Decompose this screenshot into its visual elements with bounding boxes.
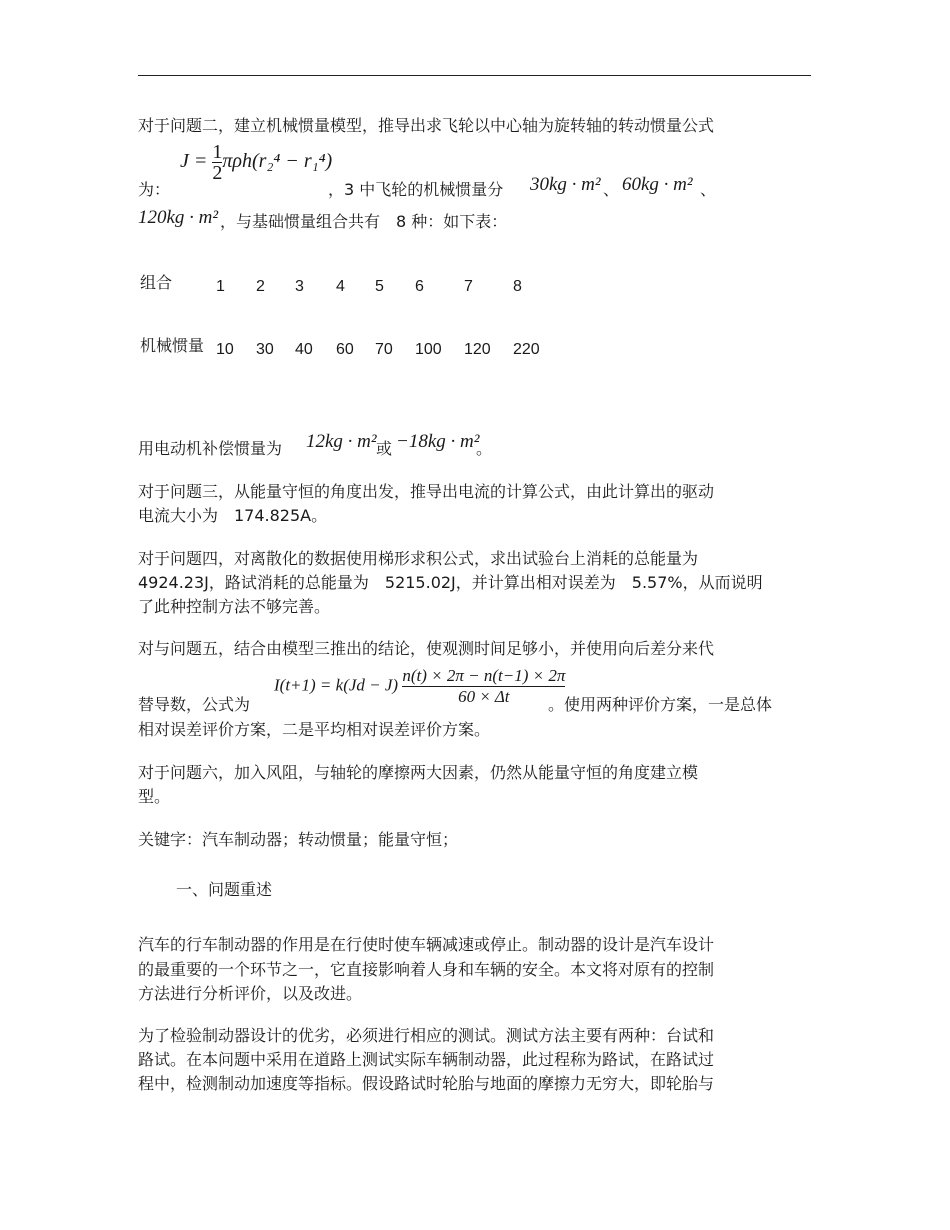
- table-cell: 10: [216, 341, 234, 358]
- paragraph-line: 4924.23J，路试消耗的总能量为 5215.02J，并计算出相对误差为 5.57%，从而说明: [138, 573, 763, 592]
- moment-of-inertia-formula: [180, 142, 332, 183]
- table-cell: 70: [375, 341, 393, 358]
- header-rule: [138, 75, 811, 76]
- table-row-label: 组合: [140, 275, 173, 292]
- table-cell: 4: [336, 278, 345, 295]
- formula-lhs: J =: [180, 150, 213, 173]
- paragraph-line: 为了检验制动器设计的优劣，必须进行相应的测试。测试方法主要有两种：台试和: [138, 1026, 715, 1045]
- paragraph-line: 相对误差评价方案，二是平均相对误差评价方案。: [138, 720, 491, 739]
- table-cell: 5: [375, 278, 384, 295]
- table-cell: 40: [295, 341, 313, 358]
- paragraph-line: 对于问题三，从能量守恒的角度出发，推导出电流的计算公式，由此计算出的驱动: [138, 482, 715, 501]
- table-cell: 2: [256, 278, 265, 295]
- table-cell: 100: [415, 341, 442, 358]
- paragraph-line: 的最重要的一个环节之一，它直接影响着人身和车辆的安全。本文将对原有的控制: [138, 960, 715, 979]
- compensation-value: −18kg · m²: [396, 431, 480, 452]
- compensation-value: 12kg · m²: [306, 431, 377, 452]
- table-cell: 6: [415, 278, 424, 295]
- paragraph-line: 型。: [138, 787, 171, 806]
- paragraph-line: 程中，检测制动加速度等指标。假设路试时轮胎与地面的摩擦力无穷大，即轮胎与: [138, 1074, 715, 1093]
- table-row-label: 机械惯量: [140, 338, 205, 355]
- paragraph-text: ，与基础惯量组合共有 8 种：如下表：: [220, 212, 508, 231]
- inertia-value: 60kg · m²: [622, 174, 693, 195]
- paragraph-text: 或: [376, 439, 393, 458]
- paragraph-line: 汽车的行车制动器的作用是在行使时使车辆减速或停止。制动器的设计是汽车设计: [138, 935, 715, 954]
- paragraph-line: 对于问题四，对离散化的数据使用梯形求积公式，求出试验台上消耗的总能量为: [138, 549, 699, 568]
- section-title: 一、问题重述: [176, 880, 273, 899]
- inertia-value: 120kg · m²: [138, 207, 219, 228]
- current-formula: [274, 666, 565, 707]
- paragraph-text: 用电动机补偿惯量为: [138, 439, 283, 458]
- separator: 、: [603, 180, 620, 199]
- table-cell: 1: [216, 278, 225, 295]
- table-cell: 30: [256, 341, 274, 358]
- paragraph-line: 对于问题六，加入风阻，与轴轮的摩擦两大因素，仍然从能量守恒的角度建立模: [138, 763, 699, 782]
- paragraph-line: 方法进行分析评价，以及改进。: [138, 984, 363, 1003]
- formula-body: πρh(r₂⁴ − r₁⁴): [222, 150, 333, 173]
- formula-lhs: I(t+1) = k(Jd − J): [274, 675, 399, 695]
- paragraph-text: 为：: [138, 180, 171, 199]
- table-cell: 3: [295, 278, 304, 295]
- table-cell: 220: [513, 341, 540, 358]
- paragraph-text: ，3 中飞轮的机械惯量分: [328, 180, 504, 199]
- paragraph-line: 对于问题二，建立机械惯量模型，推导出求飞轮以中心轴为旋转轴的转动惯量公式: [138, 116, 715, 135]
- table-cell: 8: [513, 278, 522, 295]
- formula-fraction: $\frac{1}{2}$: [212, 141, 223, 184]
- table-cell: 7: [464, 278, 473, 295]
- keywords: 关键字：汽车制动器；转动惯量；能量守恒；: [138, 830, 459, 849]
- table-cell: 120: [464, 341, 491, 358]
- formula-fraction: $\frac{n(t) \times 2\pi - n(t-1) \times 2\pi}{60 \times \Delta t}$: [402, 666, 566, 706]
- separator: 、: [700, 180, 717, 199]
- paragraph-text: 替导数，公式为: [138, 695, 251, 714]
- paragraph-line: 路试。在本问题中采用在道路上测试实际车辆制动器，此过程称为路试，在路试过: [138, 1050, 715, 1069]
- paragraph-line: 电流大小为 174.825A。: [138, 506, 328, 525]
- paragraph-line: 对与问题五，结合由模型三推出的结论，使观测时间足够小，并使用向后差分来代: [138, 639, 715, 658]
- inertia-value: 30kg · m²: [530, 174, 601, 195]
- paragraph-text: 。: [476, 439, 493, 458]
- paragraph-line: 了此种控制方法不够完善。: [138, 597, 331, 616]
- table-cell: 60: [336, 341, 354, 358]
- paragraph-text: 。使用两种评价方案，一是总体: [548, 695, 773, 714]
